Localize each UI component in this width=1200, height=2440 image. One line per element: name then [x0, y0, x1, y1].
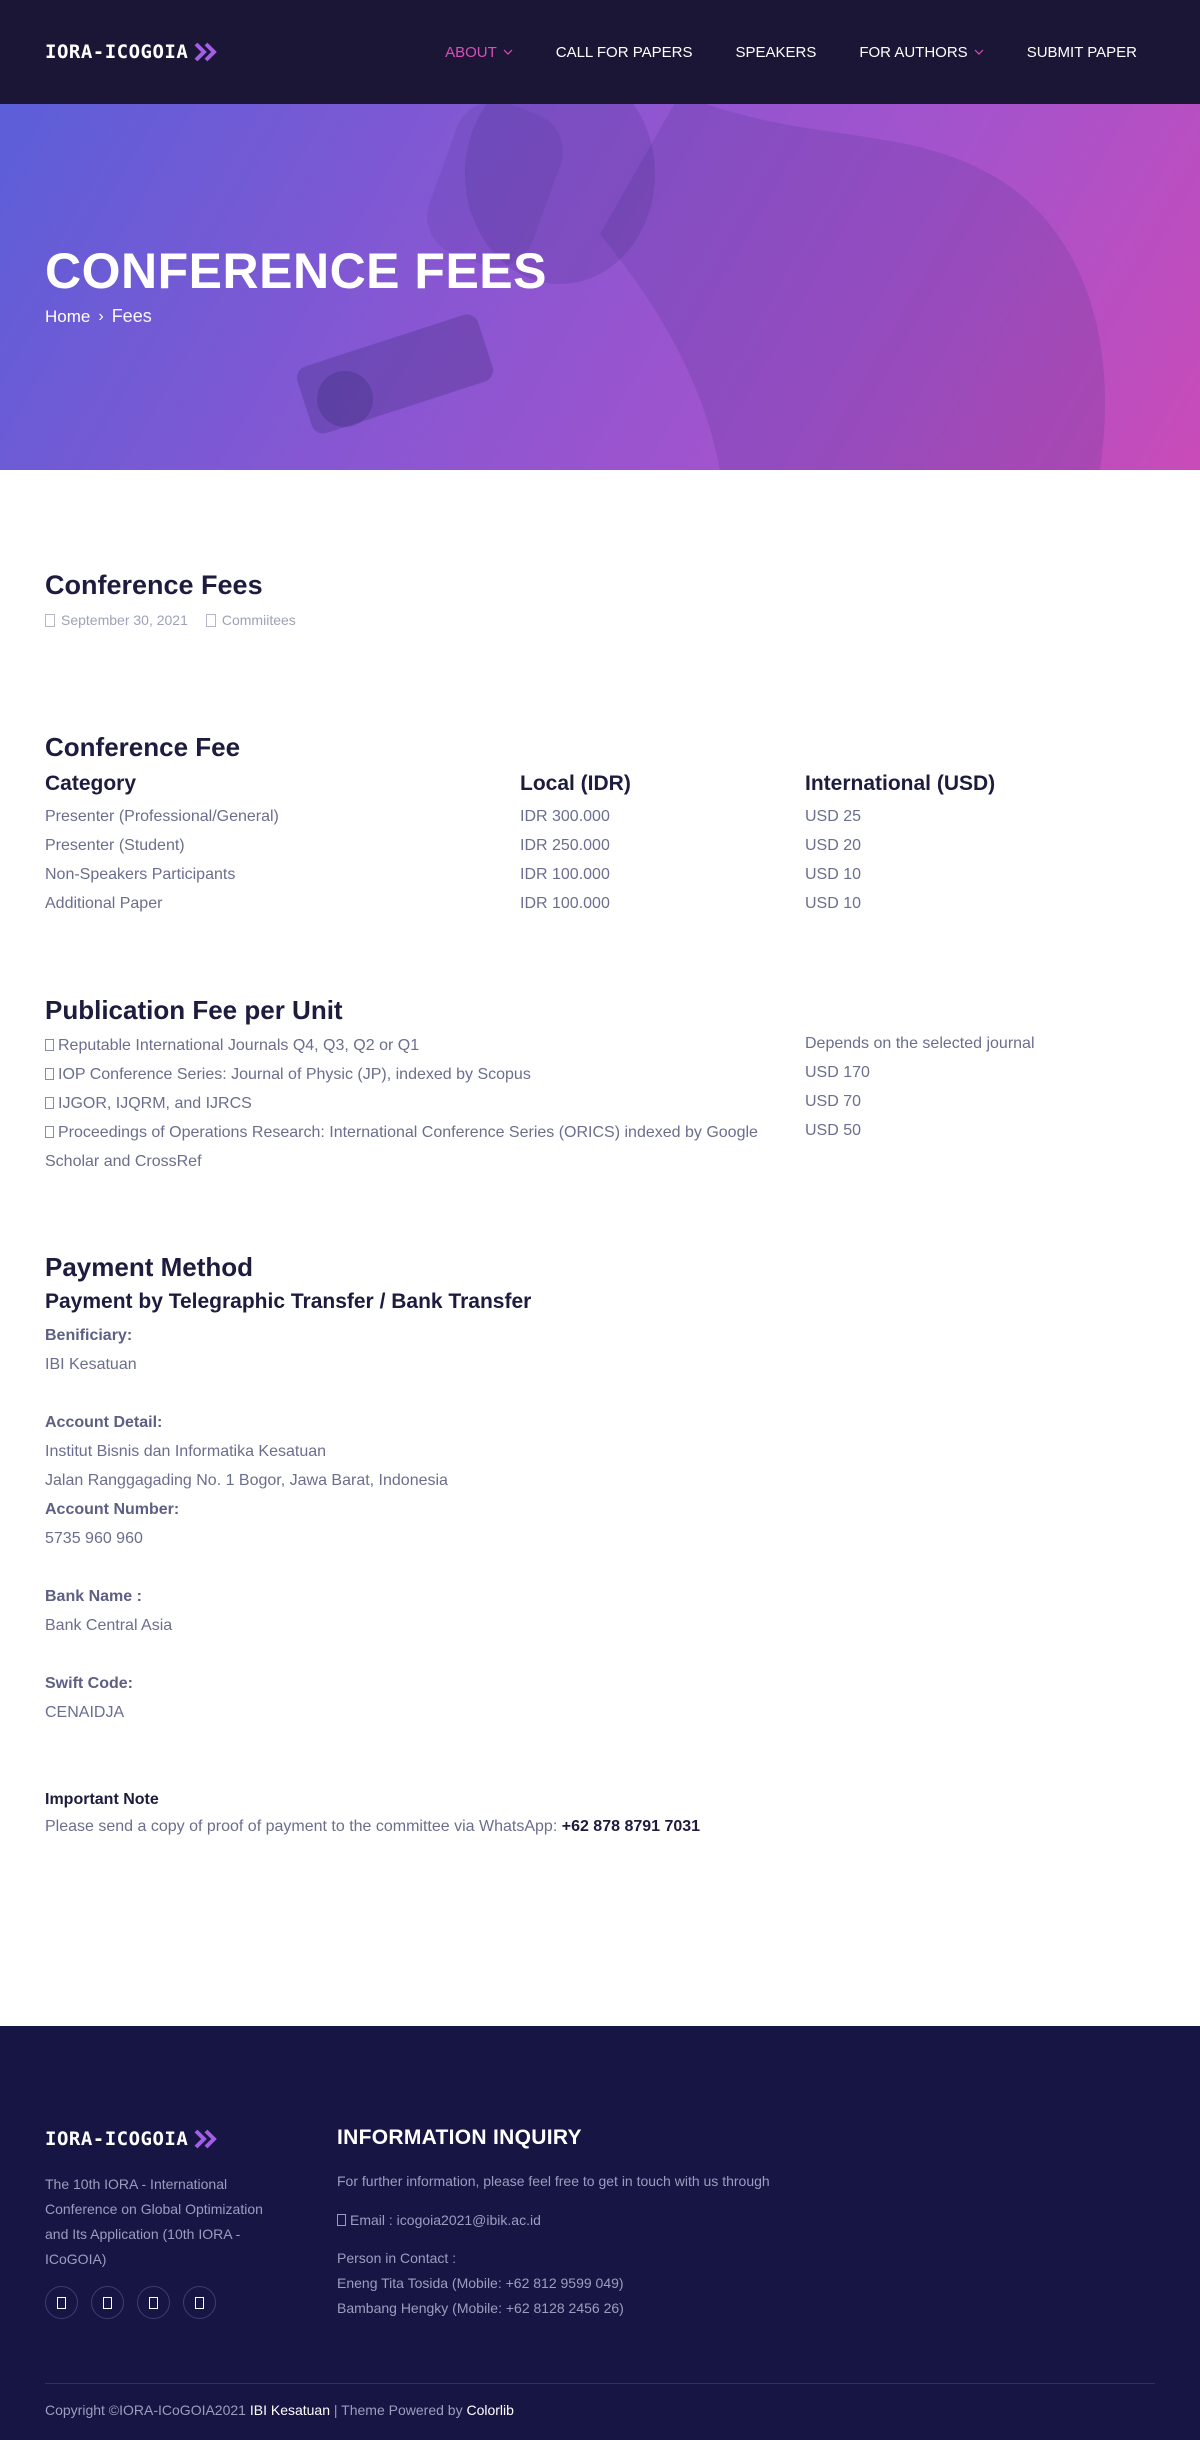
- instagram-button[interactable]: [137, 2286, 170, 2319]
- account-number-value: 5735 960 960: [45, 1530, 143, 1547]
- folder-icon: [206, 614, 216, 627]
- fee-international: USD 10: [805, 895, 862, 912]
- chevron-right-icon: ›: [98, 307, 104, 325]
- inquiry-title: INFORMATION INQUIRY: [337, 2126, 582, 2149]
- important-note-title: Important Note: [45, 1791, 159, 1808]
- post-meta: [45, 612, 296, 628]
- facebook-icon: [57, 2297, 66, 2309]
- menu-item-submit-paper[interactable]: [1027, 44, 1137, 61]
- inquiry-email-text: Email : icogoia2021@ibik.ac.id: [350, 2212, 541, 2228]
- post-date[interactable]: [45, 612, 188, 628]
- fee-local: IDR 100.000: [520, 895, 610, 912]
- fee-category: Presenter (Professional/General): [45, 808, 279, 825]
- footer-logo[interactable]: [45, 2128, 220, 2150]
- footer-about-text: The 10th IORA - International Conference on Global Optimization and Its Application (10th IORA - ICoGOIA): [45, 2176, 263, 2267]
- checkbox-icon: [45, 1068, 54, 1080]
- inquiry-email[interactable]: [337, 2212, 541, 2228]
- facebook-button[interactable]: [45, 2286, 78, 2319]
- contact-person-1: Eneng Tita Tosida (Mobile: +62 812 9599 049): [337, 2275, 624, 2291]
- fee-international: USD 20: [805, 837, 862, 854]
- menu-item-label: CALL FOR PAPERS: [555, 43, 693, 61]
- social-links: [45, 2286, 216, 2319]
- publication-fee-heading: Publication Fee per Unit: [45, 995, 343, 1025]
- beneficiary-value: IBI Kesatuan: [45, 1356, 137, 1373]
- double-chevron-icon: [194, 42, 220, 62]
- table-header-category: Category: [45, 772, 137, 795]
- payment-method-heading: Payment Method: [45, 1252, 254, 1282]
- linkedin-button[interactable]: [183, 2286, 216, 2319]
- chevron-down-icon: [974, 49, 984, 55]
- publication-price: USD 170: [805, 1064, 870, 1081]
- important-note-text: [45, 1818, 700, 1836]
- checkbox-icon: [45, 1039, 54, 1051]
- beneficiary-label: Benificiary:: [45, 1327, 133, 1344]
- menu-item-label: SUBMIT PAPER: [1026, 43, 1137, 61]
- publication-item: [45, 1089, 252, 1118]
- breadcrumb-current: Fees: [111, 306, 152, 326]
- menu-item-for-authors[interactable]: [859, 44, 983, 61]
- table-header-international: International (USD): [805, 772, 996, 795]
- copyright-prefix: Copyright ©IORA-ICoGOIA2021: [45, 2402, 250, 2418]
- logo-text: IORA-ICOGOIA: [45, 2128, 189, 2150]
- checkbox-icon: [45, 1097, 54, 1109]
- menu-item-label: FOR AUTHORS: [859, 43, 968, 61]
- logo-text: IORA-ICOGOIA: [45, 41, 189, 63]
- site-logo[interactable]: [45, 41, 220, 63]
- breadcrumb-home-link[interactable]: Home: [45, 306, 91, 326]
- account-detail-line2: Jalan Ranggagading No. 1 Bogor, Jawa Barat, Indonesia: [45, 1472, 448, 1489]
- fee-international: USD 25: [805, 808, 862, 825]
- conference-fee-heading: Conference Fee: [45, 732, 241, 762]
- publication-price: USD 50: [805, 1122, 862, 1139]
- publication-item-continued: [45, 1147, 202, 1176]
- menu-item-label: SPEAKERS: [735, 43, 817, 61]
- publication-name: IOP Conference Series: Journal of Physic (JP), indexed by Scopus: [58, 1066, 531, 1083]
- publication-item: [45, 1031, 419, 1060]
- double-chevron-icon: [194, 2129, 220, 2149]
- payment-subheading: Payment by Telegraphic Transfer / Bank Transfer: [45, 1290, 532, 1313]
- publication-price: Depends on the selected journal: [805, 1035, 1035, 1052]
- breadcrumb: [45, 306, 152, 327]
- inquiry-text: For further information, please feel free to get in touch with us through: [337, 2173, 770, 2189]
- bank-name-value: Bank Central Asia: [45, 1617, 173, 1634]
- bank-name-label: Bank Name :: [45, 1588, 142, 1605]
- top-navbar: [0, 0, 1200, 104]
- fee-category: Presenter (Student): [45, 837, 185, 854]
- account-number-label: Account Number:: [45, 1501, 180, 1518]
- menu-item-about[interactable]: [445, 44, 513, 61]
- fee-local: IDR 100.000: [520, 866, 610, 883]
- copyright: [45, 2402, 514, 2418]
- contact-label: Person in Contact :: [337, 2250, 457, 2266]
- publication-name-line2: Scholar and CrossRef: [45, 1153, 202, 1170]
- twitter-icon: [103, 2297, 112, 2309]
- chevron-down-icon: [503, 49, 513, 55]
- publication-price: USD 70: [805, 1093, 862, 1110]
- copyright-org-link[interactable]: IBI Kesatuan: [249, 2402, 331, 2418]
- site-footer: [0, 2026, 1200, 2440]
- fee-local: IDR 250.000: [520, 837, 610, 854]
- publication-name: IJGOR, IJQRM, and IJRCS: [58, 1095, 252, 1112]
- calendar-icon: [45, 614, 55, 627]
- whatsapp-number: +62 878 8791 7031: [561, 1818, 701, 1835]
- linkedin-icon: [195, 2297, 204, 2309]
- copyright-mid: | Theme Powered by: [330, 2402, 467, 2418]
- twitter-button[interactable]: [91, 2286, 124, 2319]
- fee-international: USD 10: [805, 866, 862, 883]
- instagram-icon: [149, 2297, 158, 2309]
- main-menu: [445, 44, 1137, 61]
- colorlib-link[interactable]: Colorlib: [466, 2402, 514, 2418]
- publication-name-line1: Proceedings of Operations Research: International Conference Series (ORICS) indexed by Google: [58, 1124, 758, 1141]
- fee-local: IDR 300.000: [520, 808, 610, 825]
- table-header-local: Local (IDR): [520, 772, 631, 795]
- swift-code-value: CENAIDJA: [45, 1704, 125, 1721]
- post-date-text: September 30, 2021: [61, 612, 188, 628]
- important-note-body: Please send a copy of proof of payment to the committee via WhatsApp:: [45, 1818, 562, 1835]
- menu-item-speakers[interactable]: [735, 44, 816, 61]
- page-title: CONFERENCE FEES: [45, 243, 548, 299]
- fee-category: Additional Paper: [45, 895, 163, 912]
- checkbox-icon: [45, 1126, 54, 1138]
- menu-item-call-for-papers[interactable]: [556, 44, 693, 61]
- publication-name: Reputable International Journals Q4, Q3, Q2 or Q1: [58, 1037, 420, 1054]
- page-hero-banner: [0, 104, 1200, 470]
- footer-divider: [45, 2383, 1155, 2384]
- account-detail-label: Account Detail:: [45, 1414, 163, 1431]
- contact-person-2: Bambang Hengky (Mobile: +62 8128 2456 26): [337, 2300, 624, 2316]
- post-category[interactable]: [206, 612, 296, 628]
- post-category-text: Commiitees: [221, 612, 296, 628]
- envelope-icon: [337, 2214, 346, 2226]
- account-detail-line1: Institut Bisnis dan Informatika Kesatuan: [45, 1443, 327, 1460]
- swift-code-label: Swift Code:: [45, 1675, 133, 1692]
- post-title: Conference Fees: [45, 570, 263, 600]
- publication-item: [45, 1060, 531, 1089]
- fee-category: Non-Speakers Participants: [45, 866, 236, 883]
- publication-item: [45, 1118, 758, 1147]
- menu-item-label: ABOUT: [445, 43, 497, 61]
